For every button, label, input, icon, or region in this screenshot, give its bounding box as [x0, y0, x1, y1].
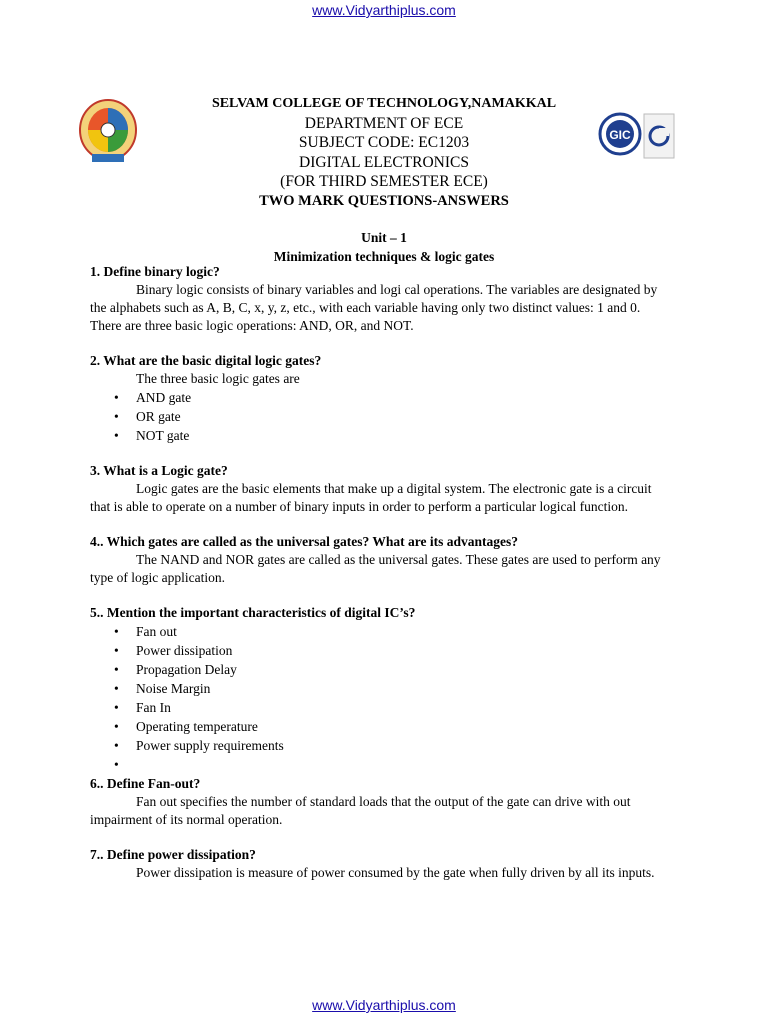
question-heading: 5.. Mention the important characteristics of digital IC’s? — [90, 605, 416, 620]
unit-title: Unit – 1 — [361, 230, 407, 245]
list-item: • Power supply requirements — [114, 738, 284, 753]
bullet-list — [90, 622, 670, 774]
svg-text:GIC: GIC — [609, 128, 631, 142]
list-item: • — [114, 757, 119, 772]
bullet-list — [90, 388, 670, 445]
question-heading: 4.. Which gates are called as the universal gates? What are its advantages? — [90, 534, 518, 549]
list-item: • Fan In — [114, 700, 171, 715]
list-item: • AND gate — [114, 390, 192, 405]
questions-section — [90, 262, 670, 882]
document-type: TWO MARK QUESTIONS-ANSWERS — [259, 192, 509, 209]
subject-code: SUBJECT CODE: EC1203 — [298, 134, 470, 151]
subject-name: DIGITAL ELECTRONICS — [299, 153, 469, 171]
answer-text: Logic gates are the basic elements that make up a digital system. The electronic gate is a circuit that is able to operate on a number of binary inputs in order to perform a particular logical function. — [90, 481, 652, 514]
question-heading: 3. What is a Logic gate? — [90, 463, 228, 478]
list-item: • Power dissipation — [114, 643, 233, 658]
semester-label: (FOR THIRD SEMESTER ECE) — [280, 173, 488, 190]
list-item: • NOT gate — [114, 428, 190, 443]
list-item: • Noise Margin — [114, 681, 211, 696]
department-name: DEPARTMENT OF ECE — [304, 114, 464, 132]
answer-text: The NAND and NOR gates are called as the universal gates. These gates are used to perform any type of logic application. — [90, 552, 661, 585]
header-site-link[interactable]: www.Vidyarthiplus.com — [312, 2, 456, 18]
question-heading: 6.. Define Fan-out? — [90, 776, 201, 791]
list-item: • Propagation Delay — [114, 662, 237, 677]
answer-text: The three basic logic gates are — [136, 371, 300, 386]
question-heading: 7.. Define power dissipation? — [90, 847, 256, 862]
list-item: • OR gate — [114, 409, 181, 424]
footer-site-link[interactable]: www.Vidyarthiplus.com — [312, 997, 456, 1013]
answer-text: Fan out specifies the number of standard loads that the output of the gate can drive with out impairment of its normal operation. — [90, 794, 631, 827]
list-item: • Operating temperature — [114, 719, 258, 734]
unit-subtitle: Minimization techniques & logic gates — [273, 249, 495, 264]
list-item: • Fan out — [114, 624, 177, 639]
answer-text: Binary logic consists of binary variables and logi cal operations. The variables are designated by the alphabets such as A, B, C, x, y, z, etc., with each variable having only two distinct values: 1 and 0. There are three basic logic operations: AND, OR, and NOT. — [90, 282, 658, 333]
answer-text: Power dissipation is measure of power consumed by the gate when fully driven by all its inputs. — [136, 865, 655, 880]
question-heading: 1. Define binary logic? — [90, 264, 220, 279]
question-heading: 2. What are the basic digital logic gates? — [90, 353, 322, 368]
unit-heading — [0, 228, 768, 266]
college-name: SELVAM COLLEGE OF TECHNOLOGY,NAMAKKAL — [211, 96, 557, 111]
document-header — [0, 94, 768, 211]
